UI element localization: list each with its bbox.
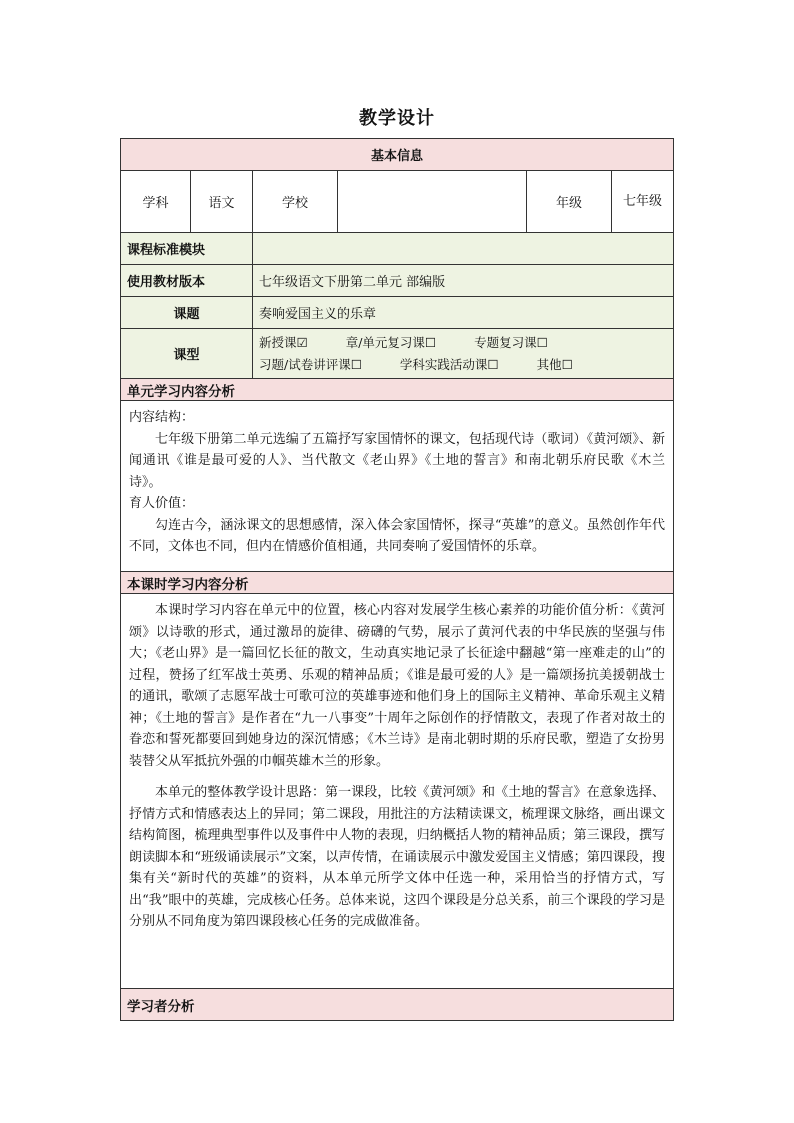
- grade-label: 年级: [527, 171, 612, 233]
- topic-value: 奏响爱国主义的乐章: [253, 297, 674, 329]
- lesson-analysis-header: 本课时学习内容分析: [121, 572, 674, 594]
- learner-analysis-header: 学习者分析: [121, 989, 674, 1021]
- values-text: 勾连古今，涵泳课文的思想感情，深入体会家国情怀，探寻“英雄”的意义。虽然创作年代不同，文体也不同，但内在情感价值相通，共同奏响了爱国情怀的乐章。: [129, 517, 666, 554]
- textbook-label: 使用教材版本: [121, 265, 253, 297]
- lesson-type-row-1: [259, 332, 667, 354]
- option-other[interactable]: 其他☐: [536, 356, 573, 372]
- structure-text: 七年级下册第二单元选编了五篇抒写家国情怀的课文，包括现代诗（歌词）《黄河颂》、新闻通讯《谁是最可爱的人》、当代散文《老山界》《土地的誓言》和南北朝乐府民歌《木兰诗》。: [129, 431, 666, 490]
- grade-value: 七年级: [612, 171, 674, 233]
- lesson-analysis-para-2: 本单元的整体教学设计思路：第一课段，比较《黄河颂》和《土地的誓言》在意象选择、抒情方式和情感表达上的异同；第二课段，用批注的方法精读课文，梳理课文脉络，画出课文结构简图，梳理典型事件以及事件中人物的表现，归纳概括人物的精神品质；第三课段，撰写朗读脚本和“班级诵读展示”文案，以声传情，在诵读展示中激发爱国主义情感；第四课段，搜集有关“新时代的英雄”的资料，从本单元所学文体中任选一种，采用恰当的抒情方式，写出“我”眼中的英雄，完成核心任务。总体来说，这四个课段是分总关系，前三个课段的学习是分别从不同角度为第四课段核心任务的完成做准备。: [129, 785, 666, 929]
- unit-analysis-body: [121, 401, 674, 572]
- option-exercise-review[interactable]: 习题/试卷讲评课☐: [259, 356, 362, 372]
- lesson-type-label: 课型: [121, 329, 253, 379]
- unit-analysis-header: 单元学习内容分析: [121, 379, 674, 401]
- option-unit-review[interactable]: 章/单元复习课☐: [345, 334, 437, 350]
- school-label: 学校: [253, 171, 338, 233]
- basic-info-header: 基本信息: [121, 139, 674, 171]
- topic-label: 课题: [121, 297, 253, 329]
- structure-label: 内容结构：: [129, 410, 195, 425]
- teaching-design-table: [120, 138, 674, 1021]
- school-value: [338, 171, 527, 233]
- lesson-type-row-2: [259, 354, 667, 376]
- option-topic-review[interactable]: 专题复习课☐: [474, 334, 548, 350]
- lesson-type-options: [253, 329, 674, 379]
- course-standard-label: 课程标准模块: [121, 233, 253, 265]
- subject-label: 学科: [121, 171, 191, 233]
- option-practice-activity[interactable]: 学科实践活动课☐: [399, 356, 499, 372]
- lesson-analysis-para-1: 本课时学习内容在单元中的位置，核心内容对发展学生核心素养的功能价值分析：《黄河颂》以诗歌的形式，通过激昂的旋律、磅礴的气势，展示了黄河代表的中华民族的坚强与伟大；《老山界》是一篇回忆长征的散文，生动真实地记录了长征途中翻越“第一座难走的山”的过程，赞扬了红军战士英勇、乐观的精神品质；《谁是最可爱的人》是一篇颂扬抗美援朝战士的通讯，歌颂了志愿军战士可歌可泣的英雄事迹和他们身上的国际主义精神、革命乐观主义精神；《土地的誓言》是作者在“九一八事变”十周年之际创作的抒情散文，表现了作者对故土的眷恋和誓死都要回到她身边的深沉情感；《木兰诗》是南北朝时期的乐府民歌，塑造了女扮男装替父从军抵抗外强的巾帼英雄木兰的形象。: [129, 603, 666, 769]
- lesson-analysis-body: [121, 594, 674, 989]
- subject-value: 语文: [191, 171, 253, 233]
- option-new-lesson[interactable]: 新授课☑: [259, 334, 308, 350]
- course-standard-value: [253, 233, 674, 265]
- values-label: 育人价值：: [129, 496, 195, 511]
- document-title: 教学设计: [359, 108, 435, 129]
- textbook-value: 七年级语文下册第二单元 部编版: [253, 265, 674, 297]
